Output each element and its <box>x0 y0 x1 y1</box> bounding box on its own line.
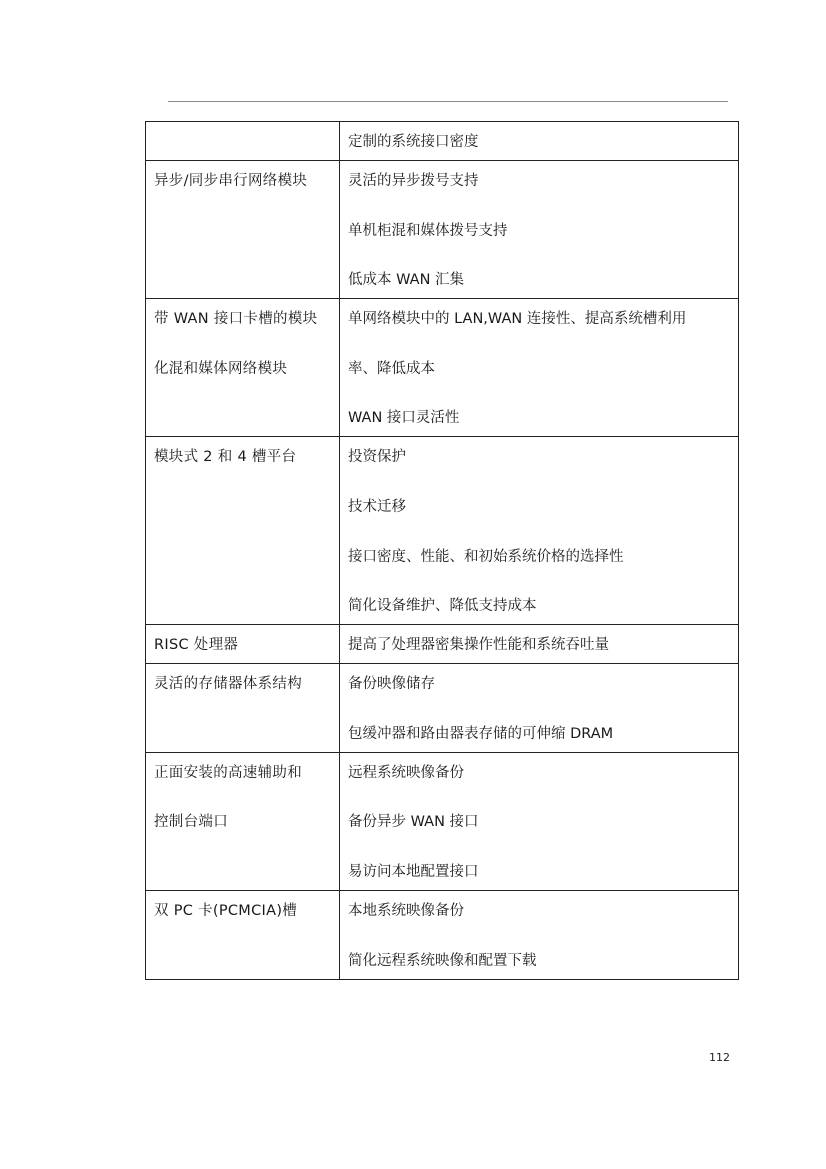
table-row <box>146 664 739 753</box>
table-row <box>146 122 739 161</box>
feature-cell-line <box>154 537 339 587</box>
benefit-cell <box>340 122 739 161</box>
feature-cell-line: 带 WAN 接口卡槽的模块 <box>154 311 318 328</box>
feature-cell-line <box>154 260 339 298</box>
feature-cell-line <box>154 211 339 261</box>
feature-cell-line: 化混和媒体网络模块 <box>154 360 288 377</box>
benefit-cell-line: WAN 接口灵活性 <box>348 410 460 427</box>
table-body <box>146 122 739 980</box>
benefit-cell-line: 低成本 WAN 汇集 <box>348 272 465 289</box>
table-row <box>146 437 739 625</box>
table-row <box>146 752 739 890</box>
table-row <box>146 161 739 299</box>
feature-cell <box>146 299 340 437</box>
feature-cell-line: 异步/同步串行网络模块 <box>154 173 308 189</box>
benefit-cell-line: 备份映像储存 <box>348 676 435 693</box>
benefit-cell-line: 备份异步 WAN 接口 <box>348 814 479 831</box>
feature-cell-line: 正面安装的高速辅助和 <box>154 764 302 781</box>
benefit-cell-line: 简化设备维护、降低支持成本 <box>348 598 537 615</box>
benefit-cell-line: 投资保护 <box>348 449 406 466</box>
feature-cell-line <box>154 941 339 979</box>
feature-benefit-table <box>145 121 739 980</box>
feature-cell-line: 双 PC 卡(PCMCIA)槽 <box>154 902 298 919</box>
feature-cell <box>146 437 340 625</box>
feature-cell <box>146 122 340 161</box>
feature-cell-line <box>154 487 339 537</box>
benefit-cell-line: 技术迁移 <box>348 498 406 515</box>
benefit-cell <box>340 664 739 753</box>
table-row <box>146 299 739 437</box>
feature-cell <box>146 161 340 299</box>
benefit-cell <box>340 752 739 890</box>
feature-cell <box>146 890 340 979</box>
feature-cell <box>146 752 340 890</box>
feature-cell-line: RISC 处理器 <box>154 637 239 654</box>
page-number: 112 <box>709 1051 730 1064</box>
feature-cell-line <box>154 586 339 624</box>
benefit-cell-line: 率、降低成本 <box>348 360 435 377</box>
benefit-cell-line: 单网络模块中的 LAN,WAN 连接性、提高系统槽利用 <box>348 311 687 328</box>
feature-cell-line: 模块式 2 和 4 槽平台 <box>154 449 297 466</box>
benefit-cell-line: 单机柜混和媒体拨号支持 <box>348 222 508 239</box>
benefit-cell-line: 远程系统映像备份 <box>348 764 464 781</box>
benefit-cell <box>340 625 739 664</box>
feature-cell-line <box>154 714 339 752</box>
feature-cell-line: 控制台端口 <box>154 814 228 831</box>
table-row <box>146 890 739 979</box>
feature-cell-line <box>154 122 339 160</box>
benefit-cell-line: 简化远程系统映像和配置下载 <box>348 952 537 969</box>
benefit-cell <box>340 890 739 979</box>
feature-cell-line: 灵活的存储器体系结构 <box>154 676 302 693</box>
benefit-cell <box>340 437 739 625</box>
table-row <box>146 625 739 664</box>
feature-cell <box>146 664 340 753</box>
benefit-cell-line: 易访问本地配置接口 <box>348 863 479 880</box>
feature-cell-line <box>154 398 339 436</box>
benefit-cell-line: 提高了处理器密集操作性能和系统吞吐量 <box>348 637 609 654</box>
feature-cell <box>146 625 340 664</box>
benefit-cell-line: 灵活的异步拨号支持 <box>348 173 479 189</box>
benefit-cell-line: 包缓冲器和路由器表存储的可伸缩 DRAM <box>348 725 614 742</box>
benefit-cell <box>340 299 739 437</box>
header-rule <box>168 101 728 102</box>
feature-cell-line <box>154 852 339 890</box>
benefit-cell <box>340 161 739 299</box>
benefit-cell-line: 本地系统映像备份 <box>348 902 464 919</box>
benefit-cell-line: 定制的系统接口密度 <box>348 134 479 150</box>
benefit-cell-line: 接口密度、性能、和初始系统价格的选择性 <box>348 548 624 565</box>
